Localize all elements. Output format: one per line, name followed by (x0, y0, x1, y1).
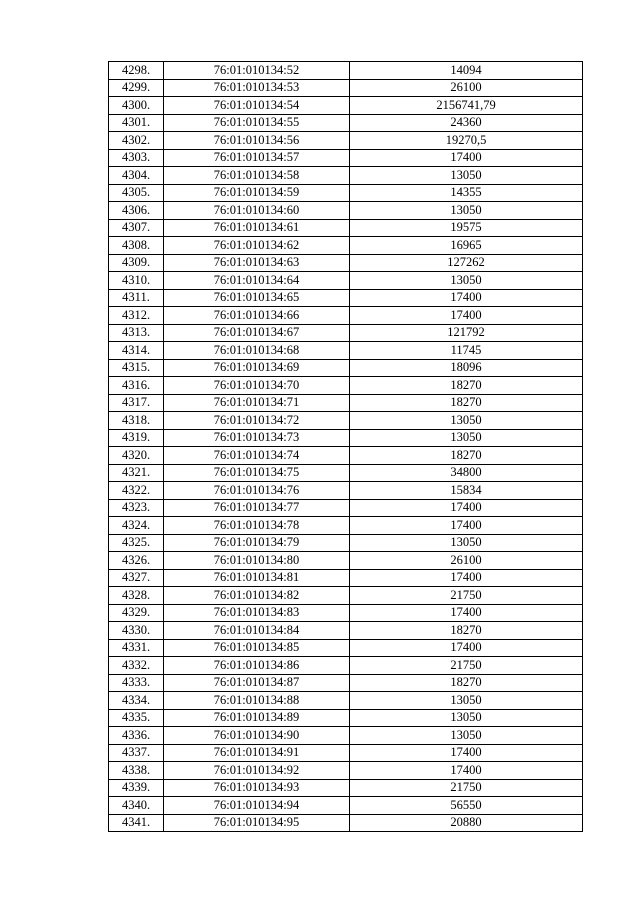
cadastral-number-cell: 76:01:010134:69 (164, 359, 350, 377)
value-cell: 13050 (350, 429, 583, 447)
value-cell: 20880 (350, 814, 583, 832)
cadastral-number-cell: 76:01:010134:94 (164, 797, 350, 815)
cadastral-number-cell: 76:01:010134:76 (164, 482, 350, 500)
cadastral-number-cell: 76:01:010134:64 (164, 272, 350, 290)
value-cell: 17400 (350, 604, 583, 622)
value-cell: 21750 (350, 779, 583, 797)
row-number-cell: 4321. (109, 464, 164, 482)
value-cell: 11745 (350, 342, 583, 360)
row-number-cell: 4335. (109, 709, 164, 727)
cadastral-number-cell: 76:01:010134:86 (164, 657, 350, 675)
table-row (109, 272, 583, 290)
row-number-cell: 4328. (109, 587, 164, 605)
table-row (109, 79, 583, 97)
row-number-cell: 4329. (109, 604, 164, 622)
cadastral-number-cell: 76:01:010134:72 (164, 412, 350, 430)
row-number-cell: 4336. (109, 727, 164, 745)
row-number-cell: 4300. (109, 97, 164, 115)
row-number-cell: 4327. (109, 569, 164, 587)
row-number-cell: 4308. (109, 237, 164, 255)
table-row (109, 377, 583, 395)
row-number-cell: 4312. (109, 307, 164, 325)
table-row (109, 587, 583, 605)
table-row (109, 814, 583, 832)
table-row (109, 324, 583, 342)
value-cell: 17400 (350, 569, 583, 587)
row-number-cell: 4319. (109, 429, 164, 447)
value-cell: 18270 (350, 447, 583, 465)
cadastral-value-table (108, 61, 583, 832)
cadastral-number-cell: 76:01:010134:84 (164, 622, 350, 640)
table-row (109, 237, 583, 255)
table-row (109, 797, 583, 815)
value-cell: 17400 (350, 289, 583, 307)
cadastral-number-cell: 76:01:010134:63 (164, 254, 350, 272)
value-cell: 13050 (350, 272, 583, 290)
cadastral-number-cell: 76:01:010134:54 (164, 97, 350, 115)
value-cell: 16965 (350, 237, 583, 255)
table-row (109, 254, 583, 272)
row-number-cell: 4322. (109, 482, 164, 500)
table-row (109, 132, 583, 150)
row-number-cell: 4339. (109, 779, 164, 797)
table-row (109, 622, 583, 640)
cadastral-number-cell: 76:01:010134:62 (164, 237, 350, 255)
cadastral-number-cell: 76:01:010134:89 (164, 709, 350, 727)
value-cell: 24360 (350, 114, 583, 132)
table-row (109, 499, 583, 517)
row-number-cell: 4341. (109, 814, 164, 832)
value-cell: 26100 (350, 552, 583, 570)
value-cell: 17400 (350, 639, 583, 657)
table-row (109, 727, 583, 745)
value-cell: 21750 (350, 587, 583, 605)
table-row (109, 692, 583, 710)
cadastral-number-cell: 76:01:010134:90 (164, 727, 350, 745)
table-row (109, 97, 583, 115)
value-cell: 17400 (350, 762, 583, 780)
cadastral-number-cell: 76:01:010134:71 (164, 394, 350, 412)
cadastral-number-cell: 76:01:010134:78 (164, 517, 350, 535)
table-row (109, 657, 583, 675)
value-cell: 19270,5 (350, 132, 583, 150)
value-cell: 13050 (350, 412, 583, 430)
table-row (109, 552, 583, 570)
value-cell: 127262 (350, 254, 583, 272)
value-cell: 34800 (350, 464, 583, 482)
row-number-cell: 4326. (109, 552, 164, 570)
cadastral-number-cell: 76:01:010134:79 (164, 534, 350, 552)
row-number-cell: 4338. (109, 762, 164, 780)
cadastral-number-cell: 76:01:010134:77 (164, 499, 350, 517)
row-number-cell: 4324. (109, 517, 164, 535)
cadastral-number-cell: 76:01:010134:75 (164, 464, 350, 482)
cadastral-number-cell: 76:01:010134:53 (164, 79, 350, 97)
row-number-cell: 4309. (109, 254, 164, 272)
table-row (109, 394, 583, 412)
row-number-cell: 4313. (109, 324, 164, 342)
value-cell: 17400 (350, 149, 583, 167)
value-cell: 18270 (350, 394, 583, 412)
cadastral-number-cell: 76:01:010134:88 (164, 692, 350, 710)
value-cell: 18096 (350, 359, 583, 377)
table-row (109, 184, 583, 202)
cadastral-number-cell: 76:01:010134:57 (164, 149, 350, 167)
cadastral-number-cell: 76:01:010134:61 (164, 219, 350, 237)
row-number-cell: 4318. (109, 412, 164, 430)
row-number-cell: 4315. (109, 359, 164, 377)
table-body (109, 62, 583, 832)
row-number-cell: 4334. (109, 692, 164, 710)
value-cell: 14355 (350, 184, 583, 202)
value-cell: 2156741,79 (350, 97, 583, 115)
value-cell: 13050 (350, 534, 583, 552)
cadastral-number-cell: 76:01:010134:73 (164, 429, 350, 447)
value-cell: 14094 (350, 62, 583, 80)
value-cell: 13050 (350, 727, 583, 745)
value-cell: 26100 (350, 79, 583, 97)
table-row (109, 482, 583, 500)
table-row (109, 674, 583, 692)
cadastral-number-cell: 76:01:010134:55 (164, 114, 350, 132)
table-row (109, 464, 583, 482)
row-number-cell: 4316. (109, 377, 164, 395)
table-row (109, 779, 583, 797)
cadastral-number-cell: 76:01:010134:91 (164, 744, 350, 762)
cadastral-number-cell: 76:01:010134:81 (164, 569, 350, 587)
table-row (109, 114, 583, 132)
table-row (109, 517, 583, 535)
table-row (109, 167, 583, 185)
row-number-cell: 4306. (109, 202, 164, 220)
table-row (109, 569, 583, 587)
value-cell: 17400 (350, 307, 583, 325)
cadastral-number-cell: 76:01:010134:95 (164, 814, 350, 832)
table-row (109, 639, 583, 657)
table-row (109, 342, 583, 360)
cadastral-number-cell: 76:01:010134:74 (164, 447, 350, 465)
cadastral-number-cell: 76:01:010134:92 (164, 762, 350, 780)
cadastral-number-cell: 76:01:010134:68 (164, 342, 350, 360)
row-number-cell: 4304. (109, 167, 164, 185)
cadastral-number-cell: 76:01:010134:67 (164, 324, 350, 342)
value-cell: 15834 (350, 482, 583, 500)
cadastral-number-cell: 76:01:010134:58 (164, 167, 350, 185)
row-number-cell: 4317. (109, 394, 164, 412)
cadastral-number-cell: 76:01:010134:93 (164, 779, 350, 797)
table-row (109, 307, 583, 325)
row-number-cell: 4314. (109, 342, 164, 360)
table-row (109, 534, 583, 552)
table-row (109, 219, 583, 237)
row-number-cell: 4320. (109, 447, 164, 465)
row-number-cell: 4299. (109, 79, 164, 97)
table-row (109, 429, 583, 447)
row-number-cell: 4340. (109, 797, 164, 815)
table-row (109, 62, 583, 80)
row-number-cell: 4311. (109, 289, 164, 307)
row-number-cell: 4298. (109, 62, 164, 80)
table-row (109, 604, 583, 622)
table-row (109, 289, 583, 307)
row-number-cell: 4331. (109, 639, 164, 657)
value-cell: 21750 (350, 657, 583, 675)
row-number-cell: 4332. (109, 657, 164, 675)
table-row (109, 359, 583, 377)
value-cell: 18270 (350, 674, 583, 692)
cadastral-number-cell: 76:01:010134:66 (164, 307, 350, 325)
row-number-cell: 4305. (109, 184, 164, 202)
cadastral-number-cell: 76:01:010134:83 (164, 604, 350, 622)
cadastral-number-cell: 76:01:010134:59 (164, 184, 350, 202)
value-cell: 17400 (350, 744, 583, 762)
cadastral-number-cell: 76:01:010134:87 (164, 674, 350, 692)
row-number-cell: 4333. (109, 674, 164, 692)
cadastral-number-cell: 76:01:010134:70 (164, 377, 350, 395)
value-cell: 17400 (350, 517, 583, 535)
value-cell: 13050 (350, 709, 583, 727)
table-row (109, 412, 583, 430)
value-cell: 13050 (350, 167, 583, 185)
table-row (109, 149, 583, 167)
row-number-cell: 4323. (109, 499, 164, 517)
cadastral-number-cell: 76:01:010134:85 (164, 639, 350, 657)
table-row (109, 744, 583, 762)
value-cell: 13050 (350, 202, 583, 220)
cadastral-number-cell: 76:01:010134:56 (164, 132, 350, 150)
value-cell: 121792 (350, 324, 583, 342)
row-number-cell: 4307. (109, 219, 164, 237)
row-number-cell: 4325. (109, 534, 164, 552)
value-cell: 17400 (350, 499, 583, 517)
value-cell: 56550 (350, 797, 583, 815)
value-cell: 19575 (350, 219, 583, 237)
value-cell: 13050 (350, 692, 583, 710)
cadastral-number-cell: 76:01:010134:60 (164, 202, 350, 220)
cadastral-number-cell: 76:01:010134:82 (164, 587, 350, 605)
cadastral-number-cell: 76:01:010134:65 (164, 289, 350, 307)
cadastral-number-cell: 76:01:010134:80 (164, 552, 350, 570)
table-row (109, 202, 583, 220)
table-row (109, 762, 583, 780)
row-number-cell: 4310. (109, 272, 164, 290)
row-number-cell: 4302. (109, 132, 164, 150)
row-number-cell: 4337. (109, 744, 164, 762)
row-number-cell: 4303. (109, 149, 164, 167)
table-row (109, 447, 583, 465)
row-number-cell: 4301. (109, 114, 164, 132)
value-cell: 18270 (350, 377, 583, 395)
value-cell: 18270 (350, 622, 583, 640)
cadastral-number-cell: 76:01:010134:52 (164, 62, 350, 80)
row-number-cell: 4330. (109, 622, 164, 640)
table-row (109, 709, 583, 727)
